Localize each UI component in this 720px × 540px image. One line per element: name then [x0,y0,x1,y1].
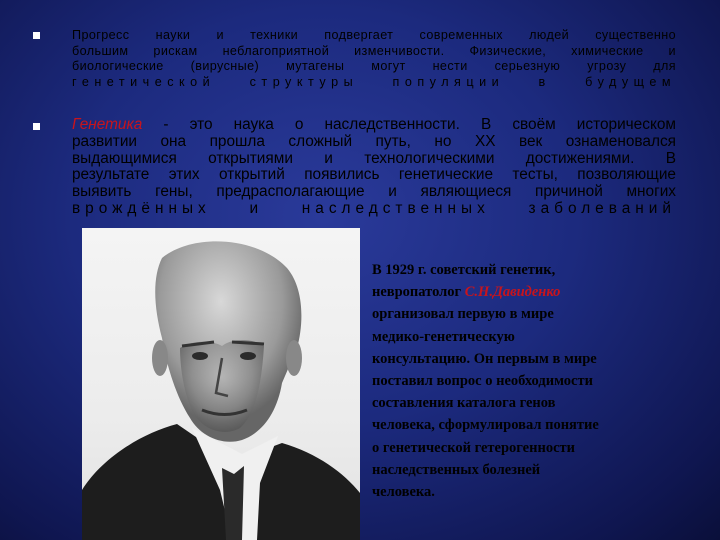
genetics-term: Генетика [72,116,143,133]
paragraph-line: Прогресс науки и техники подвергает современных людей существенно [72,28,676,42]
caption-line: о генетической гетерогенности [372,439,575,456]
caption-line-name [372,281,642,303]
caption-line: медико-генетическую [372,328,515,345]
bullet-marker-2 [33,123,40,130]
paragraph-genetics [72,117,676,218]
scientist-name: С.Н.Давиденко [464,284,561,301]
paragraph-line: большим рискам неблагоприятной изменчивости. Физические, химические и [72,43,676,58]
portrait-photo [82,228,360,540]
paragraph-line: результате этих открытий появились генетические тесты, позволяющие [72,166,676,184]
caption-line: В 1929 г. советский генетик, [372,262,556,278]
portrait-drawing [82,228,360,540]
paragraph-line: биологические (вирусные) мутагены могут нести серьезную угрозу для [72,59,676,74]
paragraph-line: выдающимися открытиями и технологическими достижениями. В [72,149,676,167]
bullet-marker-1 [33,32,40,39]
paragraph-line: генетической структуры популяции в будущем [72,74,676,89]
caption-line: человека. [372,484,435,501]
paragraph-line-first [72,117,676,134]
caption-text [372,259,642,503]
caption-line: поставил вопрос о необходимости [372,373,593,390]
caption-line: консультацию. Он первым в мире [372,350,597,367]
paragraph-line: врождённых и наследственных заболеваний [72,199,676,217]
caption-prefix: невропатолог [372,284,465,301]
caption-line: наследственных болезней [372,461,541,478]
caption-line: организовал первую в мире [372,306,554,323]
caption-line: человека, сформулировал понятие [372,417,599,434]
paragraph-progress [72,28,676,90]
caption-line: составления каталога генов [372,395,556,412]
paragraph-line: развитии она прошла сложный путь, но XX век ознаменовался [72,132,676,150]
genetics-definition: - это наука о наследственности. В своём историческом [142,116,676,133]
paragraph-line: выявить гены, предрасполагающие и являющиеся причиной многих [72,183,676,201]
